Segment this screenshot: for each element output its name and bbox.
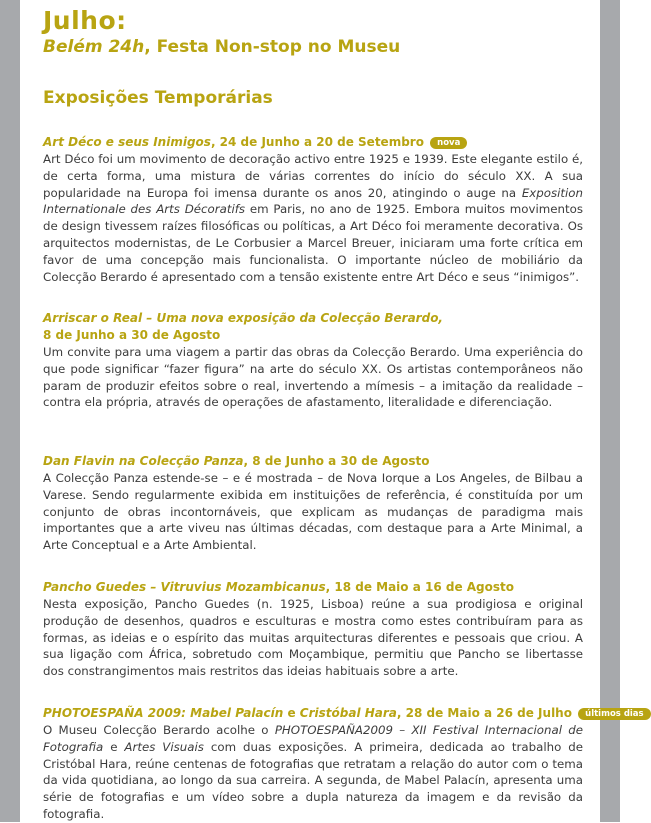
entry-description — [43, 722, 583, 823]
body-text: e — [103, 739, 125, 754]
subtitle-rest: , Festa Non-stop no Museu — [144, 37, 401, 57]
exhibition-entry-pancho-guedes — [43, 579, 583, 680]
newsletter-page — [20, 0, 644, 822]
entry-title[interactable] — [43, 453, 583, 470]
body-italic-text: PHOTOESPAÑA2009 – XII Festival Internacional de Fotografia — [43, 723, 584, 754]
event-subtitle — [43, 37, 400, 57]
exhibition-entry-art-deco — [43, 134, 583, 285]
entry-title[interactable] — [43, 579, 583, 596]
entry-description — [43, 151, 583, 285]
exhibition-entry-dan-flavin — [43, 453, 583, 554]
entry-title-dates: 8 de Junho a 30 de Agosto — [43, 328, 221, 342]
entry-title-name: Pancho Guedes – Vitruvius Mozambicanus — [43, 580, 326, 594]
subtitle-event-name: Belém 24h — [43, 37, 145, 57]
exhibition-entry-photoespana — [43, 705, 644, 823]
body-text: em Paris, no ano de 1925. Embora muitos movimentos de design tivessem raízes filosóficas ou políticas, a Art Déco foi meramente decorativa. Os arquitectos modernistas, de Le Corbusier a Marcel Breuer, iniciaram uma forte crítica em favor de uma concepção mais funcionalista. O importante núcleo de mobiliário da Colecção Berardo é apresentado com a tensão existente entre Art Déco e seus “inimigos”. — [43, 202, 583, 284]
entry-description: A Colecção Panza estende-se – e é mostrada – de Nova Iorque a Los Angeles, de Bilbau a Varese. Sendo regularmente exibida em instituições de referência, é constituída por um conjunto de obras incontornáveis, que explicam as mudanças de paradigma mais importantes que a arte viveu nas últimas décadas, com destaque para a Arte Minimal, a Arte Conceptual e a Arte Ambiental. — [43, 471, 583, 553]
entry-title[interactable] — [43, 310, 583, 344]
entry-title-dates: , 28 de Maio a 26 de Julho — [396, 706, 572, 720]
entry-title-dates: , 24 de Junho a 20 de Setembro — [210, 135, 424, 149]
entry-title-name: Arriscar o Real – Uma nova exposição da Colecção Berardo, — [43, 311, 443, 325]
last-days-badge: últimos dias — [578, 708, 650, 720]
body-italic-text: Exposition Internationale des Arts Décoratifs — [43, 185, 583, 217]
new-badge: nova — [430, 137, 467, 149]
section-title: Exposições Temporárias — [43, 88, 273, 108]
entry-description: Nesta exposição, Pancho Guedes (n. 1925, Lisboa) reúne a sua prodigiosa e original produção de desenhos, quadros e esculturas e mostra como estes contribuíram para as formas, as ideias e o espírito das muitas arquitecturas diferentes e pessoais que criou. A sua ligação com África, sobretudo com Moçambique, permitiu que Pancho se libertasse dos constrangimentos mais restritos das ideias habituais sobre a arte. — [43, 597, 583, 679]
entry-title-dates: , 18 de Maio a 16 de Agosto — [325, 580, 515, 594]
entry-title-name: Art Déco e seus Inimigos — [43, 135, 211, 149]
exhibition-entry-arriscar-o-real — [43, 310, 583, 411]
body-italic-text: Artes Visuais — [124, 739, 204, 754]
body-text: Art Déco foi um movimento de decoração activo entre 1925 e 1939. Este elegante estilo é, de certa forma, uma mistura de várias correntes do início do século XX. A sua popularidade na Europa foi imensa durante os anos 20, atingindo o auge na — [43, 152, 583, 200]
entry-title[interactable] — [43, 134, 583, 151]
entry-title-dates: , 8 de Junho a 30 de Agosto — [243, 454, 430, 468]
entry-description: Um convite para uma viagem a partir das obras da Colecção Berardo. Uma experiência do que pode significar “fazer figura” na arte do século XX. Os artistas contemporâneos não param de produzir efeitos sobre o real, invertendo a mímesis – a imitação da realidade – contra ela própria, através de operações de afastamento, literalidade e diferenciação. — [43, 345, 583, 410]
entry-title-name: Cristóbal Hara — [299, 706, 397, 720]
entry-title-joiner: e — [283, 706, 300, 720]
entry-title-name: PHOTOESPAÑA 2009: Mabel Palacín — [43, 706, 284, 720]
entry-title-name: Dan Flavin na Colecção Panza — [43, 454, 244, 468]
body-text: O Museu Colecção Berardo acolhe o — [43, 723, 275, 737]
entry-title[interactable] — [43, 705, 644, 722]
body-text: com duas exposições. A primeira, dedicada ao trabalho de Cristóbal Hara, reúne centenas de fotografias que retratam a relação do autor com o tema da vida quotidiana, ao longo da sua carreira. A segunda, de Mabel Palacín, apresenta uma série de fotografias e um vídeo sobre a dupla natureza da imagem e da revisão da fotografia. — [43, 739, 583, 821]
month-heading: Julho: — [43, 6, 127, 35]
